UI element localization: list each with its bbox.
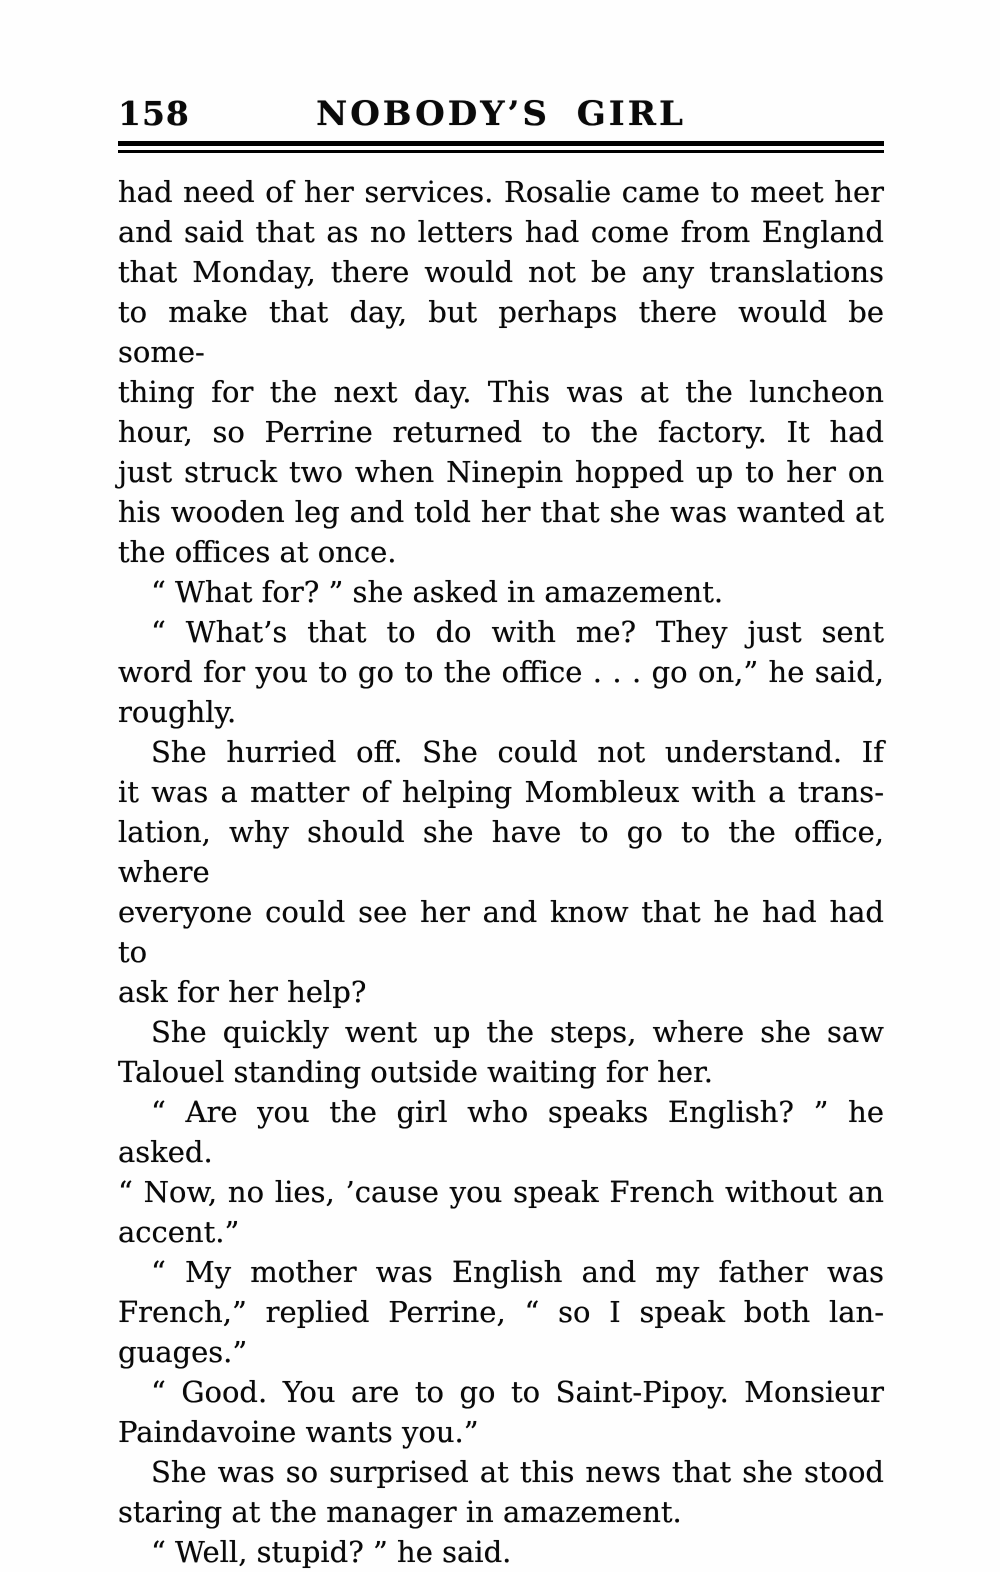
text-line: She quickly went up the steps, where she saw [151,1015,884,1049]
text-line: his wooden leg and told her that she was wanted at [118,495,884,529]
text-line: just struck two when Ninepin hopped up to her on [118,455,884,489]
page-title: NOBODY’S GIRL [316,94,686,134]
text-line: accent.” [118,1215,240,1249]
text-line: “ My mother was English and my father was [151,1255,884,1289]
text-line: “ Now, no lies, ’cause you speak French without an [118,1175,884,1209]
text-line: “ Good. You are to go to Saint-Pipoy. Monsieur [151,1375,884,1409]
text-line: “ Are you the girl who speaks English? ” he asked. [118,1095,884,1169]
page-body [118,172,884,1572]
text-line: ask for her help? [118,975,367,1009]
text-line: She was so surprised at this news that she stood [151,1455,884,1489]
text-line: it was a matter of helping Mombleux with a trans- [118,775,884,809]
text-line: staring at the manager in amazement. [118,1495,682,1529]
text-line: to make that day, but perhaps there would be some- [118,295,884,369]
page-number: 158 [118,94,190,133]
text-line: and said that as no letters had come from England [118,215,884,249]
text-line: “ Well, stupid? ” he said. [151,1535,512,1569]
text-line: that Monday, there would not be any translations [118,255,884,289]
text-line: thing for the next day. This was at the luncheon [118,375,884,409]
text-line: lation, why should she have to go to the office, where [118,815,884,889]
text-line: roughly. [118,695,237,729]
text-line: “ What’s that to do with me? They just sent [151,615,884,649]
text-line: hour, so Perrine returned to the factory. It had [118,415,884,449]
text-line: “ What for? ” she asked in amazement. [151,575,724,609]
text-line: Talouel standing outside waiting for her. [118,1055,713,1089]
text-line: the offices at once. [118,535,397,569]
header-rule [118,141,884,153]
text-line: everyone could see her and know that he had had to [118,895,884,969]
text-line: She hurried off. She could not understand. If [151,735,884,769]
text-line: word for you to go to the office . . . go on,” he said, [118,655,884,689]
text-line: French,” replied Perrine, “ so I speak both lan- [118,1295,884,1329]
text-line: Paindavoine wants you.” [118,1415,479,1449]
page-header [118,94,884,136]
text-line: had need of her services. Rosalie came to meet her [118,175,884,209]
text-line: guages.” [118,1335,248,1369]
